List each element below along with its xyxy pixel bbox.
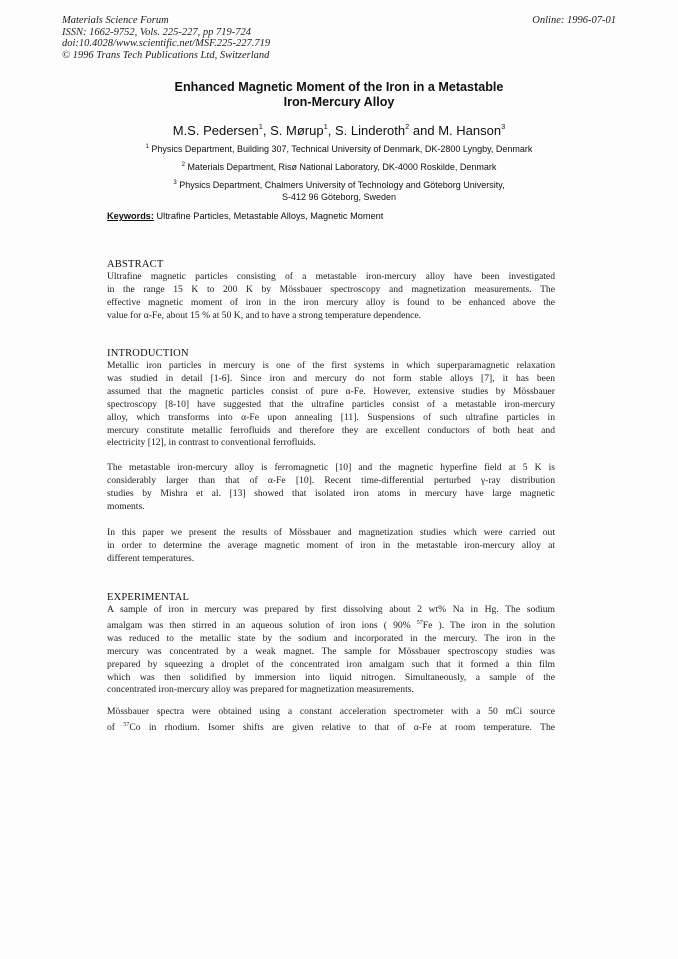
abstract-heading: ABSTRACT <box>107 259 164 270</box>
affiliation-3 <box>0 177 678 203</box>
author-separator: , <box>327 123 336 138</box>
text-line: considerably larger than that of α-Fe [10]. Recent time-differential perturbed γ-ray distribution <box>107 474 555 486</box>
experimental-paragraph-1 <box>107 604 555 697</box>
text-line: Metallic iron particles in mercury is one of the first systems in which superparamagnetic relaxation <box>107 360 555 371</box>
copyright-line: © 1996 Trans Tech Publications Ltd, Switzerland <box>62 49 270 61</box>
author-sup: 3 <box>501 122 506 131</box>
text-line <box>107 719 555 735</box>
text-line: In this paper we present the results of Mössbauer and magnetization studies which were carried out <box>107 527 555 538</box>
introduction-heading: INTRODUCTION <box>107 348 189 359</box>
text-fragment: amalgam was then stirred in an aqueous solution of iron ions ( 90% <box>107 619 417 631</box>
introduction-paragraph-2 <box>107 462 555 514</box>
text-line: prepared by squeezing a droplet of the concentrated iron amalgam such that it formed a thin film <box>107 658 555 670</box>
author-separator: , <box>262 123 271 138</box>
text-line: Mössbauer spectra were obtained using a constant acceleration spectrometer with a 50 mCi source <box>107 706 555 717</box>
doi-line: doi:10.4028/www.scientific.net/MSF.225-227.719 <box>62 38 271 50</box>
affiliation-sup: 1 <box>145 144 149 150</box>
text-fragment: Co in rhodium. Isomer shifts are given relative to that of α-Fe at room temperature. The <box>129 721 556 733</box>
text-line: value for α-Fe, about 15 % at 50 K, and to have a strong temperature dependence. <box>107 309 422 321</box>
experimental-heading: EXPERIMENTAL <box>107 592 190 603</box>
introduction-paragraph-3 <box>107 527 555 566</box>
text-fragment: Fe ). The iron in the solution <box>422 619 555 631</box>
author-sup: 2 <box>405 122 410 131</box>
affiliation-sup: 3 <box>173 180 177 186</box>
text-line: electricity [12], in contrast to conventional ferrofluids. <box>107 437 316 449</box>
author-separator: and <box>409 123 439 138</box>
author-name: M. Hanson <box>438 123 502 138</box>
text-line <box>107 617 555 633</box>
journal-header <box>62 15 270 61</box>
issn-line: ISSN: 1662-9752, Vols. 225-227, pp 719-724 <box>62 26 251 38</box>
affiliation-1 <box>0 141 678 155</box>
author-list <box>0 122 678 138</box>
text-line: which was then solidified by immersion into liquid nitrogen. Simultaneously, a sample of the <box>107 671 555 683</box>
text-line: studies by Mishra et al. [13] showed that isolated iron atoms in mercury have large magnetic <box>107 487 555 499</box>
text-line: A sample of iron in mercury was prepared by first dissolving about 2 wt% Na in Hg. The sodium <box>107 604 555 615</box>
keywords-label: Keywords: <box>107 211 154 221</box>
text-line: assumed that the magnetic particles consist of pure α-Fe. However, extensive studies by Mössbauer <box>107 385 555 397</box>
text-line: different temperatures. <box>107 552 195 564</box>
author-name: S. Mørup <box>270 123 324 138</box>
text-line: was studied in detail [1-6]. Since iron and mercury do not form stable alloys [7], it has been <box>107 372 555 384</box>
author-name: S. Linderoth <box>335 123 406 138</box>
text-line: moments. <box>107 500 145 512</box>
text-fragment: of <box>107 721 124 733</box>
affiliation-sup: 2 <box>181 162 185 168</box>
author-sup: 1 <box>258 122 263 131</box>
text-line: concentrated iron-mercury alloy was prepared for magnetization measurements. <box>107 684 414 696</box>
affiliation-text-line-2: S-412 96 Göteborg, Sweden <box>281 192 397 202</box>
affiliation-text: Physics Department, Chalmers University of Technology and Göteborg University, <box>179 180 505 190</box>
paper-title <box>0 80 678 110</box>
author-sup: 1 <box>323 122 328 131</box>
text-line: The metastable iron-mercury alloy is ferromagnetic [10] and the magnetic hyperfine field at 5 K is <box>107 462 555 473</box>
text-line: spectroscopy [8-10] have suggested that the ultrafine particles consist of a metastable iron-mercury <box>107 398 555 410</box>
author-name: M.S. Pedersen <box>172 123 259 138</box>
text-line: in order to determine the average magnetic moment of iron in the metastable iron-mercury alloy at <box>107 539 555 551</box>
text-line: mercury was concentrated by a weak magnet. The sample for Mössbauer spectroscopy studies was <box>107 645 555 657</box>
affiliation-text: Physics Department, Building 307, Technical University of Denmark, DK-2800 Lyngby, Denmark <box>151 144 533 154</box>
text-line: effective magnetic moment of iron in the iron mercury alloy is found to be enhanced above the <box>107 296 555 308</box>
journal-name: Materials Science Forum <box>62 15 169 26</box>
affiliation-text: Materials Department, Risø National Laboratory, DK-4000 Roskilde, Denmark <box>187 162 497 172</box>
isotope-sup: 57 <box>416 619 423 626</box>
title-line-2: Iron-Mercury Alloy <box>283 95 395 109</box>
isotope-sup: 57 <box>123 721 130 728</box>
text-line: mercury constitute metallic ferrofluids and therefore they are excellent conductors of both heat and <box>107 424 555 436</box>
experimental-paragraph-2 <box>107 706 555 735</box>
keywords <box>107 211 383 221</box>
text-line: was reduced to the metallic state by the sodium and incorporated in the mercury. The iron in the <box>107 632 555 644</box>
keywords-text: Ultrafine Particles, Metastable Alloys, Magnetic Moment <box>156 211 384 221</box>
title-line-1: Enhanced Magnetic Moment of the Iron in a Metastable <box>174 80 504 94</box>
abstract-paragraph <box>107 271 555 323</box>
affiliation-2 <box>0 159 678 173</box>
online-date: Online: 1996-07-01 <box>532 15 616 26</box>
text-line: alloy, which transforms into α-Fe upon annealing [11]. Suspensions of such ultrafine particles in <box>107 411 555 423</box>
text-line: Ultrafine magnetic particles consisting of a metastable iron-mercury alloy have been investigated <box>107 271 555 282</box>
text-line: in the range 15 K to 200 K by Mössbauer spectroscopy and magnetization measurements. The <box>107 283 555 295</box>
introduction-paragraph-1 <box>107 360 555 450</box>
